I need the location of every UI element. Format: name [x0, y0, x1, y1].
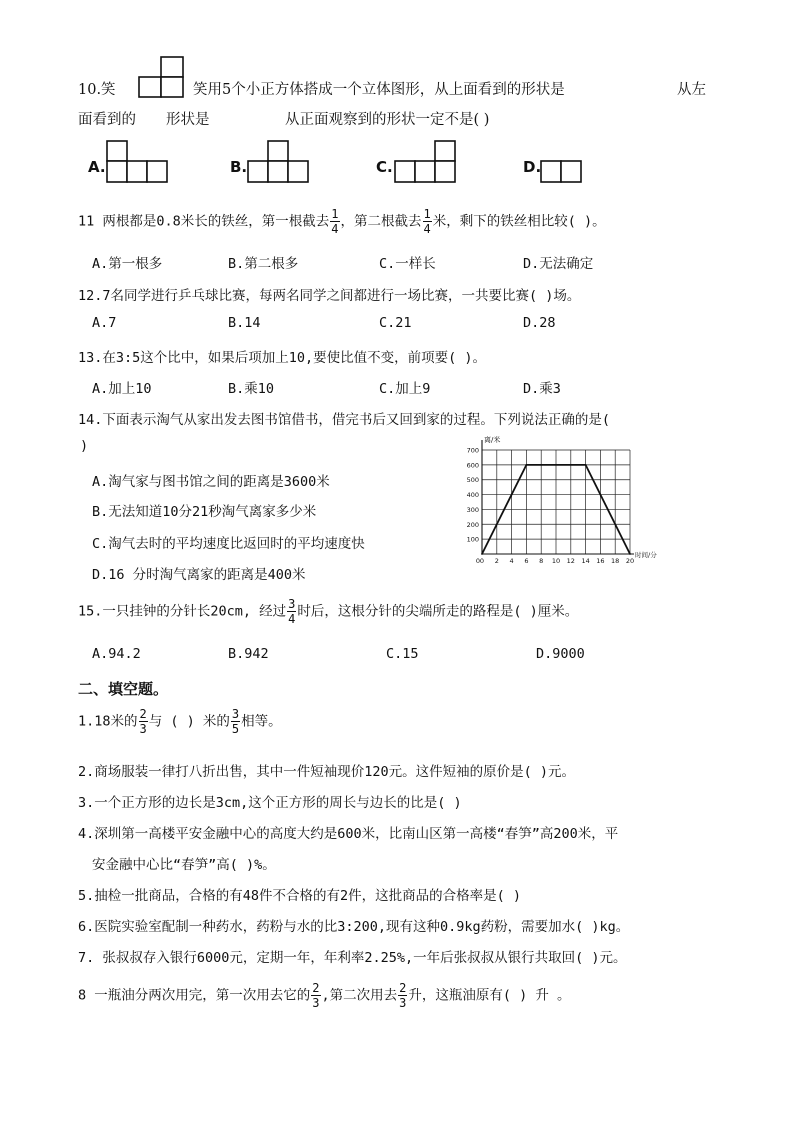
- fill-1-fraction-1: $\frac{2}{3}$: [139, 707, 147, 736]
- fill-7: 7. 张叔叔存入银行6000元，定期一年，年利率2.25%,一年后张叔叔从银行共取回( )元。: [78, 950, 627, 966]
- q13-option-b: B.乘10: [228, 381, 275, 397]
- q14-option-b: B.无法知道10分21秒淘气离家多少米: [92, 504, 317, 520]
- x-tick-label: 6: [524, 557, 529, 565]
- q10-line1: [78, 78, 116, 99]
- x-axis-label: 时间/分: [635, 551, 657, 559]
- x-tick-label: 10: [551, 557, 561, 565]
- y-tick-label: 200: [466, 520, 479, 529]
- fill-1: 1.18米的 $\frac{2}{3}$ 与 ( ) 米的 $\frac{3}{5}$ 相等。: [78, 707, 282, 736]
- x-tick-label: 0: [479, 557, 485, 565]
- q14-option-c: C.淘气去时的平均速度比返回时的平均速度快: [92, 536, 365, 552]
- data-point: [481, 553, 483, 555]
- y-tick-label: 500: [466, 476, 479, 485]
- q15-option-b: B.942: [228, 646, 269, 662]
- q11-option-b: B.第二根多: [228, 256, 299, 272]
- q15-option-a: A.94.2: [92, 646, 141, 662]
- fill-6: 6.医院实验室配制一种药水，药粉与水的比3:200,现有这种0.9kg药粉，需要加水( )kg。: [78, 919, 630, 935]
- q10-option-d-figure: [538, 158, 584, 186]
- fill-1-fraction-2: $\frac{3}{5}$: [231, 707, 240, 736]
- q15-option-d: D.9000: [536, 646, 585, 662]
- fill-8-fraction-1: $\frac{2}{3}$: [312, 981, 320, 1010]
- x-tick-label: 4: [509, 557, 514, 565]
- q14-line1: 14.下面表示淘气从家出发去图书馆借书，借完书后又回到家的过程。下列说法正确的是(: [78, 412, 611, 428]
- q10-line1-end: 从左: [677, 82, 706, 98]
- q10-line2-a: 面看到的: [78, 112, 136, 128]
- q12-option-c: C.21: [379, 315, 412, 331]
- q11-text: 11 两根都是0.8米长的铁丝，第一根截去 $\frac{1}{4}$ ，第二根截去 $\frac{1}{4}$ 米，剩下的铁丝相比较( )。: [78, 207, 606, 236]
- q11-option-d: D.无法确定: [523, 256, 594, 272]
- q11-fraction-2: $\frac{1}{4}$: [423, 207, 431, 236]
- q14-option-d: D.16 分时淘气离家的距离是400米: [92, 567, 306, 583]
- q10-option-c-label: C.: [376, 158, 393, 176]
- q12-text: 12.7名同学进行乒乓球比赛，每两名同学之间都进行一场比赛，一共要比赛( )场。: [78, 288, 581, 304]
- data-point: [526, 464, 528, 466]
- q10-option-a-label: A.: [88, 158, 106, 176]
- y-tick-label: 400: [466, 491, 479, 500]
- x-tick-label: 8: [539, 557, 544, 565]
- q10-option-b-label: B.: [230, 158, 248, 176]
- origin-label: 0: [475, 557, 481, 565]
- fill-4-line2: 安金融中心比“春笋”高( )%。: [92, 857, 276, 873]
- data-point: [540, 464, 542, 466]
- q10-number: 10.笑: [78, 82, 116, 98]
- q10-line2-c: 从正面观察到的形状一定不是( ): [285, 112, 490, 128]
- q10-option-a-figure: [104, 138, 170, 186]
- fill-8-fraction-2: $\frac{2}{3}$: [399, 981, 407, 1010]
- q12-option-a: A.7: [92, 315, 117, 331]
- q10-line2-b: 形状是: [166, 112, 210, 128]
- q10-option-b-figure: [245, 138, 311, 186]
- q13-option-c: C.加上9: [379, 381, 431, 397]
- q13-text: 13.在3:5这个比中，如果后项加上10,要使比值不变，前项要( )。: [78, 350, 487, 366]
- fill-2: 2.商场服装一律打八折出售，其中一件短袖现价120元。这件短袖的原价是( )元。: [78, 764, 576, 780]
- q15-text: 15.一只挂钟的分针长20cm, 经过 $\frac{3}{4}$ 时后，这根分针的尖端所走的路程是( )厘米。: [78, 597, 579, 626]
- fill-8: 8 一瓶油分两次用完，第一次用去它的 $\frac{2}{3}$ ,第二次用去 $\frac{2}{3}$ 升，这瓶油原有( ) 升 。: [78, 981, 571, 1010]
- y-axis-label: 离/米: [484, 436, 501, 444]
- y-tick-label: 700: [466, 446, 479, 455]
- x-tick-label: 14: [581, 557, 590, 565]
- fill-3: 3.一个正方形的边长是3cm,这个正方形的周长与边长的比是( ): [78, 795, 462, 811]
- q12-option-d: D.28: [523, 315, 556, 331]
- data-point: [629, 553, 631, 555]
- q10-option-c-figure: [392, 138, 458, 186]
- y-tick-label: 600: [466, 461, 479, 470]
- section-fill-title: 二、填空题。: [78, 680, 169, 698]
- q10-option-d-label: D.: [523, 158, 542, 176]
- q10-line1-text: 笑用5个小正方体搭成一个立体图形，从上面看到的形状是: [193, 82, 565, 98]
- distance-time-chart: [452, 432, 674, 570]
- fill-5: 5.抽检一批商品，合格的有48件不合格的有2件，这批商品的合格率是( ): [78, 888, 522, 904]
- x-tick-label: 12: [566, 557, 575, 565]
- q11-option-c: C.一样长: [379, 256, 436, 272]
- q10-inline-figure: [136, 55, 186, 101]
- fill-4-line1: 4.深圳第一高楼平安金融中心的高度大约是600米，比南山区第一高楼“春笋”高200米，平: [78, 826, 619, 842]
- q11-fraction-1: $\frac{1}{4}$: [331, 207, 339, 236]
- x-tick-label: 2: [494, 557, 499, 565]
- q13-option-d: D.乘3: [523, 381, 561, 397]
- y-tick-label: 100: [466, 535, 479, 544]
- q13-option-a: A.加上10: [92, 381, 152, 397]
- y-tick-label: 300: [466, 505, 479, 514]
- x-tick-label: 16: [596, 557, 605, 565]
- x-tick-label: 18: [611, 557, 620, 565]
- q14-line2: ): [80, 438, 89, 454]
- x-tick-label: 20: [625, 557, 635, 565]
- q15-fraction: $\frac{3}{4}$: [288, 597, 296, 626]
- q15-option-c: C.15: [386, 646, 419, 662]
- q14-option-a: A.淘气家与图书馆之间的距离是3600米: [92, 474, 330, 490]
- data-point: [585, 464, 587, 466]
- q12-option-b: B.14: [228, 315, 261, 331]
- q11-option-a: A.第一根多: [92, 256, 163, 272]
